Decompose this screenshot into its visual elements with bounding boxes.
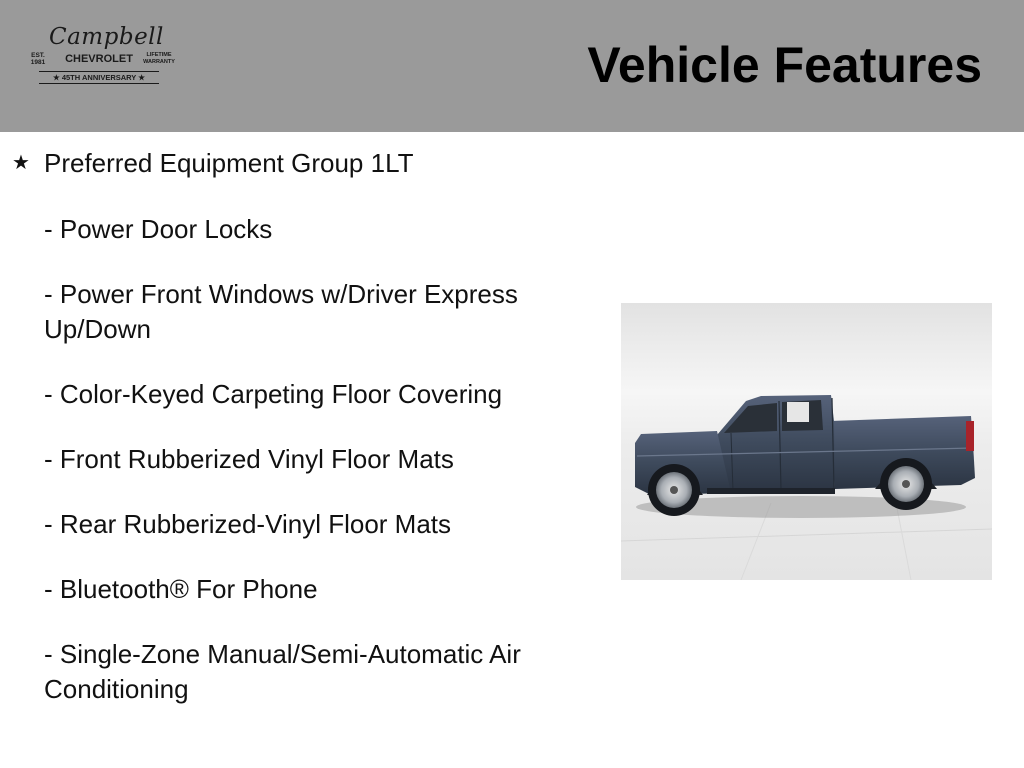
logo-script: Campbell	[49, 24, 164, 50]
feature-item: - Color-Keyed Carpeting Floor Covering	[44, 379, 503, 409]
logo-brand: CHEVROLET	[65, 53, 133, 65]
feature-item: - Rear Rubberized-Vinyl Floor Mats	[44, 509, 451, 539]
feature-item: - Bluetooth® For Phone	[44, 574, 318, 604]
page-title: Vehicle Features	[587, 37, 982, 93]
vehicle-photo	[621, 303, 992, 580]
feature-item: - Single-Zone Manual/Semi-Automatic Air Conditioning	[44, 639, 521, 704]
logo-warranty: LIFETIME WARRANTY	[143, 52, 175, 65]
star-icon: ★	[12, 150, 30, 174]
feature-item: - Front Rubberized Vinyl Floor Mats	[44, 444, 454, 474]
feature-item: - Power Front Windows w/Driver Express Up/Down	[44, 279, 518, 344]
header-bar	[0, 0, 1024, 132]
feature-item: - Power Door Locks	[44, 214, 273, 244]
dealer-logo	[27, 24, 175, 88]
logo-anniversary: ★ 45TH ANNIVERSARY ★	[39, 71, 159, 84]
feature-item: Preferred Equipment Group 1LT	[44, 148, 414, 178]
pickup-truck-image	[621, 303, 992, 580]
feature-list	[44, 146, 584, 737]
logo-est: EST. 1981	[30, 52, 46, 66]
